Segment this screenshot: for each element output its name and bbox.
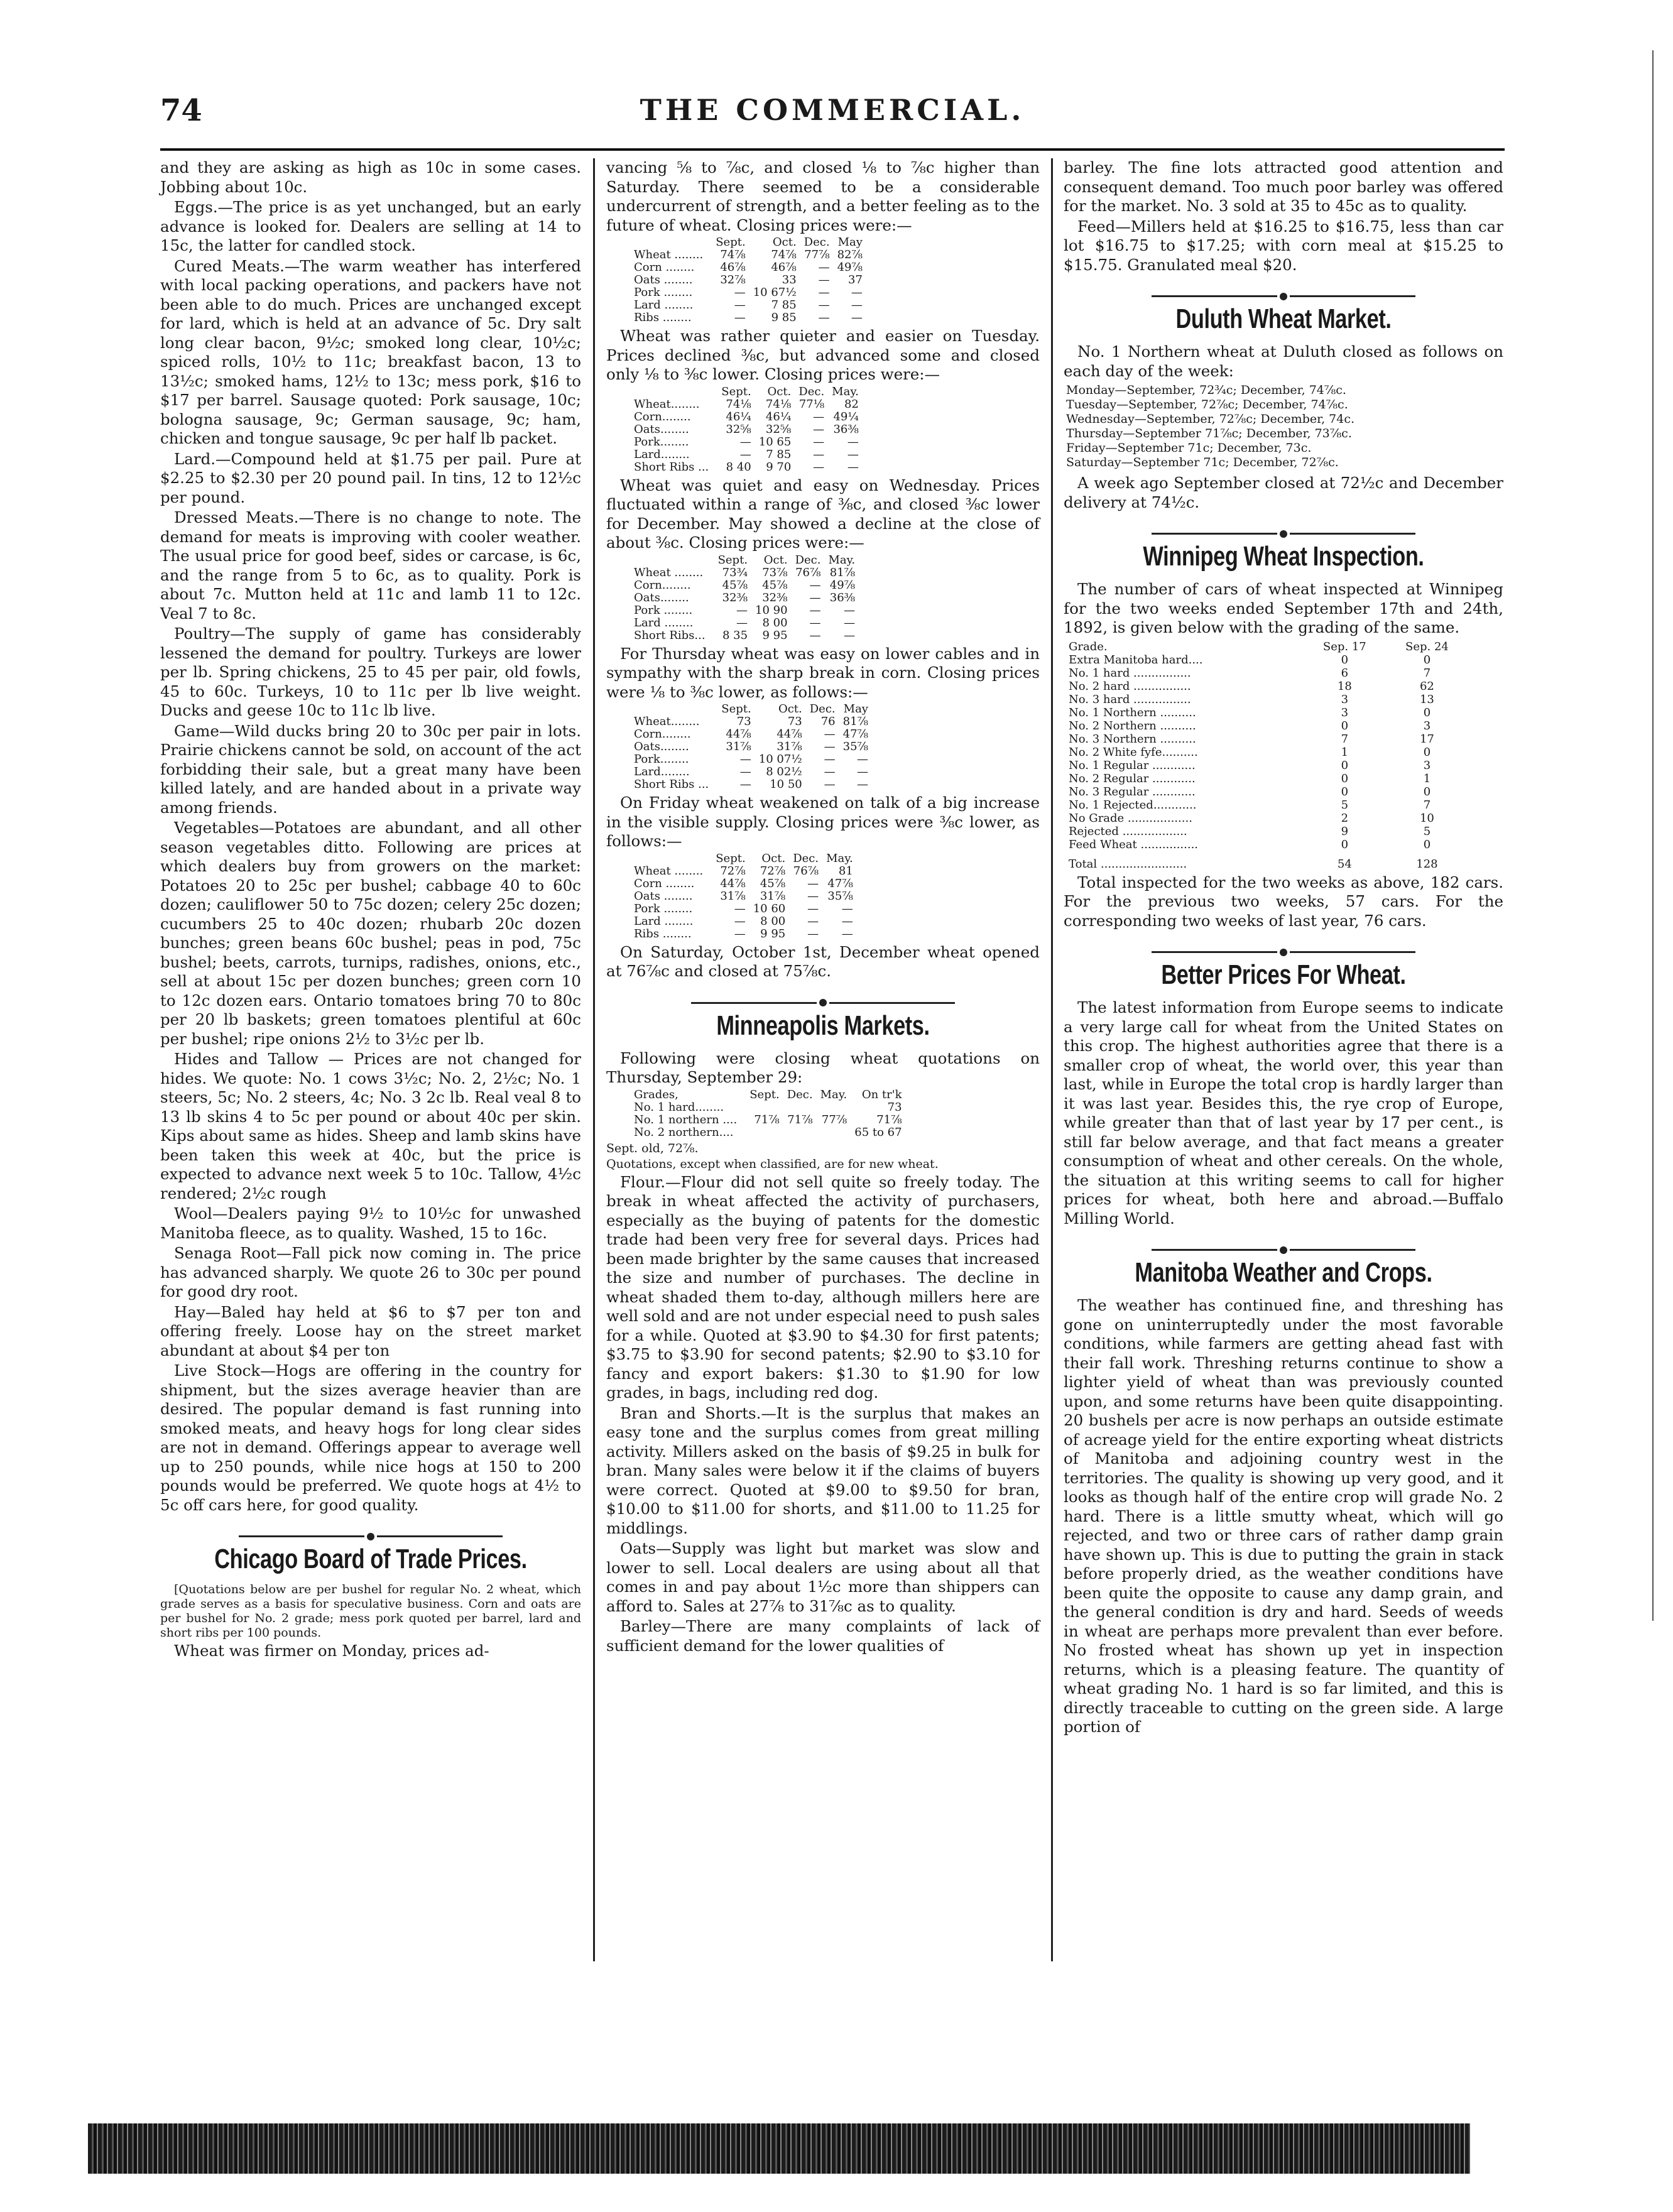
barley-continued: barley. The fine lots attracted good attention and consequent demand. Too much poor barley was offered for the market. No. 3 sold at 35 to 45c as to quality.: [1064, 158, 1503, 215]
section-ornament: [606, 993, 1040, 1001]
column-3: [1064, 158, 1503, 1738]
scan-edge-line: [1652, 50, 1654, 1621]
table-row: Corn ........ 44⅞ 45⅞ — 47⅞: [634, 876, 853, 890]
duluth-headline: Duluth Wheat Market.: [1175, 303, 1392, 334]
table-row: No. 2 Regular ............ 0 1: [1069, 771, 1431, 785]
bran-paragraph: Bran and Shorts.—It is the surplus that makes an easy tone and the surplus comes from great milling activity. Millers asked on the basis of $9.25 in bulk for bran. Many sales were below it if the claims of buyers were correct. Quoted at $9.00 to $9.50 for bran, $10.00 to $11.00 for shorts, and $11.00 to 11.25 for middlings.: [606, 1403, 1040, 1537]
table-row: Corn........ 45⅞ 45⅞ — 49⅞: [634, 578, 856, 592]
inspection-headline: Winnipeg Wheat Inspection.: [1143, 541, 1424, 572]
table-row: Short Ribs ... — 10 50 — —: [634, 778, 868, 791]
manitoba-paragraph: The weather has continued fine, and threshing has gone on uninterruptedly under the most favorable conditions, while farmers are getting ahead fast with their fall work. Threshing returns continue to show a lighter yield of wheat than was previously counted upon, and some returns have been quite disappointing. 20 bushels per acre is now perhaps an outside estimate of acreage yield for the entire exporting wheat districts of Manitoba and adjoining country west in the territories. The quality is showing up very good, and it looks as though half of the entire crop will grade No. 2 hard. There is a little smutty wheat, which will go rejected, and two or three cars of rather damp grain have shown up. This is due to putting the grain in stack before properly dried, as the weather conditions have been quite the opposite to cause any damp grain, and the general condition is dry and hard. Seeds of weeds in wheat are perhaps more prevalent than ever before. No frosted wheat has shown up yet in inspection returns, which is a pleasing feature. The quantity of wheat grading No. 1 hard is so far limited, and this is directly traceable to cutting on the green side. A large portion of: [1064, 1296, 1503, 1736]
column-1: [160, 158, 581, 1662]
table-row: No. 3 Regular ............ 0 0: [1069, 785, 1431, 798]
section-ornament: [1064, 523, 1503, 532]
duluth-daily-list: [1066, 383, 1503, 470]
table-row: Pork ........ — 10 67½ — —: [634, 286, 863, 299]
page-header: [160, 93, 1505, 143]
inspection-table: Grade. Sep. 17 Sep. 24 Extra Manitoba hard.... 0 0 No. 1 hard ................ 6 7 No. 2 hard ................ 18 62 No. 3 hard ................ 3 13 No. 1 Northern .......... 3 0 No. 2 Northern .......... 0 3 No. 3 Northern .......... 7 17 No. 2 White fyfe.......... 1 0 No. 1 Regular ............ 0 3 No. 2 Regular ............ 0 1 No. 3 Regular ............ 0 0 No. 1 Rejected............ 5 7 No Grade .................. 2 10 Rejected .................. 9 5 Feed Wheat ................ 0 0 Total ........................ 54 128: [1066, 640, 1468, 871]
table-row: Wheat ........ 74⅞ 74⅞ 77⅞ 82⅞: [634, 248, 863, 261]
table-row: Feed Wheat ................ 0 0: [1069, 837, 1431, 851]
saturday-paragraph: On Saturday, October 1st, December wheat opened at 76⅞c and closed at 75⅞c.: [606, 942, 1040, 980]
table-row: No. 1 Northern .......... 3 0: [1069, 706, 1431, 719]
header-rule: [160, 148, 1505, 151]
cured-meats-paragraph: Cured Meats.—The warm weather has interfered with local packing operations, and packers have not been able to do much. Prices are unchanged except for lard, which is held at an advance of 5c. Dry salt long clear bacon, 9½c; smoked long clear, 10½c; spiced rolls, 10½ to 11c; breakfast bacon, 13 to 13½c; smoked hams, 12½ to 13c; mess pork, $16 to $17 per barrel. Sausage quoted: Pork sausage, 10c; bologna sausage, 9c; German sausage, 9c; ham, chicken and tongue sausage, 9c per half lb packet.: [160, 256, 581, 447]
page-number: 74: [160, 93, 202, 128]
price-table-wednesday: Sept. Oct. Dec. May. Wheat ........ 73¾ 73⅞ 76⅞ 81⅞ Corn........ 45⅞ 45⅞ — 49⅞ Oats........ 32⅜ 32⅜ — 36⅜ Pork ........ — 10 90 — — Lard ........ — 8 00 — — Short Ribs... 8 35 9 95 — —: [630, 554, 859, 642]
dressed-meats-paragraph: Dressed Meats.—There is no change to note. The demand for meats is improving with cooler weather. The usual price for good beef, sides or carcase, is 6c, and the range from 5 to 6c, as to quality. Pork is about 7c. Mutton held at 11c and lamb 11 to 12c. Veal 7 to 8c.: [160, 508, 581, 623]
tuesday-paragraph: Wheat was rather quieter and easier on Tuesday. Prices declined ⅜c, but advanced some and closed only ⅛ to ⅜c lower. Closing prices were:—: [606, 327, 1040, 383]
table-row: Short Ribs ... 8 40 9 70 — —: [634, 460, 859, 474]
table-row: Lard ........ — 7 85 — —: [634, 298, 863, 312]
table-row: Lard ........ — 8 00 — —: [634, 914, 853, 928]
table-row: No. 2 Northern .......... 0 3: [1069, 719, 1431, 733]
feed-paragraph: Feed—Millers held at $16.25 to $16.75, less than car lot $16.75 to $17.25; with corn meal at $15.25 to $15.75. Granulated meal $20.: [1064, 217, 1503, 274]
list-item: Wednesday—September, 72⅞c; December, 74c.: [1066, 412, 1355, 426]
wool-paragraph: Wool—Dealers paying 9½ to 10½c for unwashed Manitoba fleece, as to quality. Washed, 15 to 16c.: [160, 1204, 581, 1242]
list-item: Saturday—September 71c; December, 72⅞c.: [1066, 455, 1339, 469]
list-item: Thursday—September 71⅞c; December, 73⅞c.: [1066, 427, 1352, 440]
better-prices-headline: Better Prices For Wheat.: [1161, 959, 1406, 990]
table-row: Oats ........ 31⅞ 31⅞ — 35⅞: [634, 889, 853, 903]
table-row: Ribs ........ — 9 95 — —: [634, 927, 853, 940]
table-row: No. 1 hard ................ 6 7: [1069, 666, 1431, 680]
list-item: Monday—September, 72¾c; December, 74⅞c.: [1066, 383, 1346, 397]
table-row: Lard........ — 7 85 — —: [634, 447, 859, 461]
section-ornament: [1064, 942, 1503, 951]
table-row: No. 2 northern.... 65 to 67: [634, 1125, 902, 1139]
table-row: Pork ........ — 10 60 — —: [634, 902, 853, 915]
table-row: Pork........ — 10 65 — —: [634, 435, 859, 449]
table-row: Corn........ 46¼ 46¼ — 49¼: [634, 410, 859, 423]
lard-paragraph: Lard.—Compound held at $1.75 per pail. Pure at $2.25 to $2.30 per 20 pound pail. In tins, 12 to 12½c per pound.: [160, 449, 581, 506]
table-total-row: Total ........................ 54 128: [1069, 857, 1438, 871]
game-paragraph: Game—Wild ducks bring 20 to 30c per pair in lots. Prairie chickens cannot be sold, on account of the act forbidding their sale, but a great many have been killed lately, and are handed about in a private way among friends.: [160, 721, 581, 817]
list-item: Friday—September 71c; December, 73c.: [1066, 441, 1312, 455]
table-row: Rejected .................. 9 5: [1069, 824, 1431, 838]
better-prices-paragraph: The latest information from Europe seems to indicate a very large call for wheat from the United States on this crop. The highest authorities agree that there is a smaller crop of wheat, the world over, this year than last, while in Europe the total crop is hardly larger than it was last year. Besides this, the rye crop of Europe, while greater than that of last year by 17 per cent., is still far below average, and that fact means a greater consumption of wheat and other cereals. On the whole, the situation at this writing seems to call for higher prices for wheat, both here and abroad.—Buffalo Milling World.: [1064, 998, 1503, 1228]
minneapolis-note: Quotations, except when classified, are for new wheat.: [606, 1157, 939, 1171]
table-row: No. 1 hard........ 73: [634, 1100, 902, 1114]
table-row: No. 1 northern .... 71⅞ 71⅞ 77⅞ 71⅞: [634, 1113, 902, 1126]
table-row: Extra Manitoba hard.... 0 0: [1069, 653, 1431, 667]
inspection-intro: The number of cars of wheat inspected at Winnipeg for the two weeks ended September 17th and 24th, 1892, is given below with the grading of the same.: [1064, 580, 1503, 636]
flour-paragraph: Flour.—Flour did not sell quite so freely today. The break in wheat affected the activity of purchasers, especially as the buying of patents for the domestic trade had been very free for several days. Prices had been made brighter by the same causes that increased the size and number of purchases. The decline in wheat shaded them to-day, although millers here are well sold and are not under especial need to push sales for a while. Quoted at $3.90 to $4.30 for first patents; $3.75 to $3.90 for second patents; $2.90 to $3.10 for fancy and export bakers: $1.30 to $1.90 for low grades, in bags, including red dog.: [606, 1172, 1040, 1402]
table-row: Pork ........ — 10 90 — —: [634, 603, 856, 617]
table-row: Corn ........ 46⅞ 46⅞ — 49⅞: [634, 261, 863, 274]
duluth-close: A week ago September closed at 72½c and December delivery at 74½c.: [1064, 474, 1503, 511]
table-row: Ribs ........ — 9 85 — —: [634, 311, 863, 324]
hay-paragraph: Hay—Baled hay held at $6 to $7 per ton and offering freely. Loose hay on the street market abundant at about $4 per ton: [160, 1302, 581, 1359]
table-row: Wheat ........ 73¾ 73⅞ 76⅞ 81⅞: [634, 565, 856, 579]
oats-paragraph: Oats—Supply was light but market was slow and lower to sell. Local dealers are using about all that comes in and pay about 1½c more than shippers can afford to. Sales at 27⅞ to 31⅞c as to quality.: [606, 1539, 1040, 1615]
inspection-close: Total inspected for the two weeks as above, 182 cars. For the previous two weeks, 57 cars. For the corresponding two weeks of last year, 76 cars.: [1064, 873, 1503, 930]
price-table-monday: Sept. Oct. Dec. May Wheat ........ 74⅞ 74⅞ 77⅞ 82⅞ Corn ........ 46⅞ 46⅞ — 49⅞ Oats ........ 32⅞ 33 — 37 Pork ........ — 10 67½ — — Lard ........ — 7 85 — — Ribs ........ — 9 85 — —: [630, 236, 866, 324]
poultry-paragraph: Poultry—The supply of game has considerably lessened the demand for poultry. Turkeys are lower per lb. Spring chickens, 25 to 45 per pair, old fowls, 45 to 60c. Turkeys, 10 to 11c per lb live weight. Ducks and geese 10c to 11c lb live.: [160, 624, 581, 719]
thursday-paragraph: For Thursday wheat was easy on lower cables and in sympathy with the sharp break in corn. Closing prices were ⅛ to ⅜c lower, as follows:—: [606, 644, 1040, 701]
section-ornament: [1064, 286, 1503, 295]
scan-artifact-bar: [88, 2123, 1470, 2174]
table-row: Corn........ 44⅞ 44⅞ — 47⅞: [634, 727, 868, 741]
table-row: Wheat........ 73 73 76 81⅞: [634, 715, 868, 728]
table-row: No. 3 Northern .......... 7 17: [1069, 732, 1434, 746]
article-paragraph: and they are asking as high as 10c in some cases. Jobbing about 10c.: [160, 158, 581, 196]
table-row: Oats........ 32⅜ 32⅜ — 36⅜: [634, 591, 856, 604]
table-row: Oats ........ 32⅞ 33 — 37: [634, 273, 863, 286]
section-ornament: [160, 1526, 581, 1535]
friday-paragraph: On Friday wheat weakened on talk of a big increase in the visible supply. Closing prices were ⅜c lower, as follows:—: [606, 793, 1040, 850]
manitoba-headline: Manitoba Weather and Crops.: [1135, 1257, 1432, 1288]
table-row: Wheat ........ 72⅞ 72⅞ 76⅞ 81: [634, 864, 853, 878]
wednesday-paragraph: Wheat was quiet and easy on Wednesday. Prices fluctuated within a range of ⅜c, and closed ⅜c lower for December. May showed a decline at the close of about ⅜c. Closing prices were:—: [606, 476, 1040, 552]
list-item: Tuesday—September, 72⅞c; December, 74⅞c.: [1066, 398, 1348, 411]
live-stock-paragraph: Live Stock—Hogs are offering in the country for shipment, but the sizes average heavier than are desired. The popular demand is fast running into smoked meats, and heavy hogs for long clear sides are not in demand. Offerings appear to average well up to 250 pounds, while nice hogs at 150 to 200 pounds would be preferred. We quote hogs at 4½ to 5c off cars here, for good quality.: [160, 1361, 581, 1514]
masthead: THE COMMERCIAL.: [640, 93, 1025, 127]
table-row: Oats........ 32⅝ 32⅝ — 36⅜: [634, 422, 859, 436]
table-row: Lard ........ — 8 00 — —: [634, 616, 856, 629]
table-row: No. 1 Rejected............ 5 7: [1069, 798, 1431, 812]
table-row: Lard........ — 8 02½ — —: [634, 765, 868, 778]
chicago-continued: vancing ⅝ to ⅞c, and closed ⅛ to ⅞c higher than Saturday. There seemed to be a considerable undercurrent of strength, and a better feeling as to the future of wheat. Closing prices were:—: [606, 158, 1040, 234]
table-row: Pork........ — 10 07½ — —: [634, 753, 868, 766]
hides-paragraph: Hides and Tallow — Prices are not changed for hides. We quote: No. 1 cows 3½c; No. 2, 2½c; No. 1 steers, 5c; No. 2 steers, 4c; No. 3 2c lb. Real veal 8 to 13 lb skins 4 to 5c per pound or about 40c per skin. Kips about same as hides. Sheep and lamb skins have been taken this week at 40c, but the price is expected to advance next week 5 to 10c. Tallow, 4½c rendered; 2½c rough: [160, 1050, 581, 1202]
eggs-paragraph: Eggs.—The price is as yet unchanged, but an early advance is looked for. Dealers are selling at 14 to 15c, the latter for candled stock.: [160, 198, 581, 254]
minneapolis-table: Grades, Sept. Dec. May. On tr'k No. 1 hard........ 73 No. 1 northern .... 71⅞ 71⅞ 77⅞ 71⅞ No. 2 northern.... 65 to 67: [630, 1089, 906, 1139]
chicago-note: [Quotations below are per bushel for regular No. 2 wheat, which grade serves as a basis for speculative business. Corn and oats are per bushel for No. 2 grade; mess pork quoted per barrel, lard and short ribs per 100 pounds.: [160, 1583, 581, 1640]
table-row: No. 3 hard ................ 3 13: [1069, 692, 1434, 706]
section-ornament: [1064, 1239, 1503, 1248]
minneapolis-sept-old: Sept. old, 72⅞.: [606, 1141, 699, 1155]
price-table-thursday: Sept. Oct. Dec. May Wheat........ 73 73 76 81⅞ Corn........ 44⅞ 44⅞ — 47⅞ Oats........ 31⅞ 31⅞ — 35⅞ Pork........ — 10 07½ — — Lard........ — 8 02½ — — Short Ribs ... — 10 50 — —: [630, 703, 872, 791]
table-row: Short Ribs... 8 35 9 95 — —: [634, 628, 856, 642]
duluth-intro: No. 1 Northern wheat at Duluth closed as follows on each day of the week:: [1064, 342, 1503, 380]
price-table-friday: Sept. Oct. Dec. May. Wheat ........ 72⅞ 72⅞ 76⅞ 81 Corn ........ 44⅞ 45⅞ — 47⅞ Oats ........ 31⅞ 31⅞ — 35⅞ Pork ........ — 10 60 — — Lard ........ — 8 00 — — Ribs ........ — 9 95 — —: [630, 853, 857, 940]
minneapolis-headline: Minneapolis Markets.: [716, 1010, 930, 1041]
column-divider: [1051, 158, 1053, 1961]
barley-paragraph: Barley—There are many complaints of lack of sufficient demand for the lower qualities of: [606, 1617, 1040, 1655]
table-row: No. 2 hard ................ 18 62: [1069, 679, 1434, 693]
table-row: Oats........ 31⅞ 31⅞ — 35⅞: [634, 740, 868, 753]
chicago-headline: Chicago Board of Trade Prices.: [214, 1544, 527, 1574]
table-row: No. 2 White fyfe.......... 1 0: [1069, 745, 1431, 759]
table-row: No. 1 Regular ............ 0 3: [1069, 758, 1431, 772]
table-row: No Grade .................. 2 10: [1069, 811, 1434, 825]
column-2: [606, 158, 1040, 1657]
price-table-tuesday: Sept. Oct. Dec. May. Wheat........ 74⅛ 74⅛ 77⅛ 82 Corn........ 46¼ 46¼ — 49¼ Oats........ 32⅝ 32⅝ — 36⅜ Pork........ — 10 65 — — Lard........ — 7 85 — — Short Ribs ... 8 40 9 70 — —: [630, 386, 863, 474]
senaga-paragraph: Senaga Root—Fall pick now coming in. The price has advanced sharply. We quote 26 to 30c per pound for good dry root.: [160, 1244, 581, 1300]
minneapolis-intro: Following were closing wheat quotations on Thursday, September 29:: [606, 1049, 1040, 1086]
chicago-intro: Wheat was firmer on Monday, prices ad-: [174, 1642, 489, 1660]
column-divider: [593, 158, 595, 1961]
vegetables-paragraph: Vegetables—Potatoes are abundant, and all other season vegetables ditto. Following are prices at which dealers buy from growers on the market: Potatoes 20 to 25c per bushel; cabbage 40 to 60c dozen; cauliflower 50 to 75c dozen; celery 25c dozen; cucumbers 25 to 40c dozen; rhubarb 20c dozen bunches; green beans 60c bushel; peas in pod, 75c bushel; beets, carrots, turnips, radishes, onions, etc., sell at about 15c per dozen bunches; green corn 10 to 12c dozen ears. Ontario tomatoes bring 70 to 80c per 20 lb baskets; green tomatoes plentiful at 60c per bushel; ripe onions 2½ to 3½c per lb.: [160, 819, 581, 1048]
table-row: Wheat........ 74⅛ 74⅛ 77⅛ 82: [634, 397, 859, 411]
